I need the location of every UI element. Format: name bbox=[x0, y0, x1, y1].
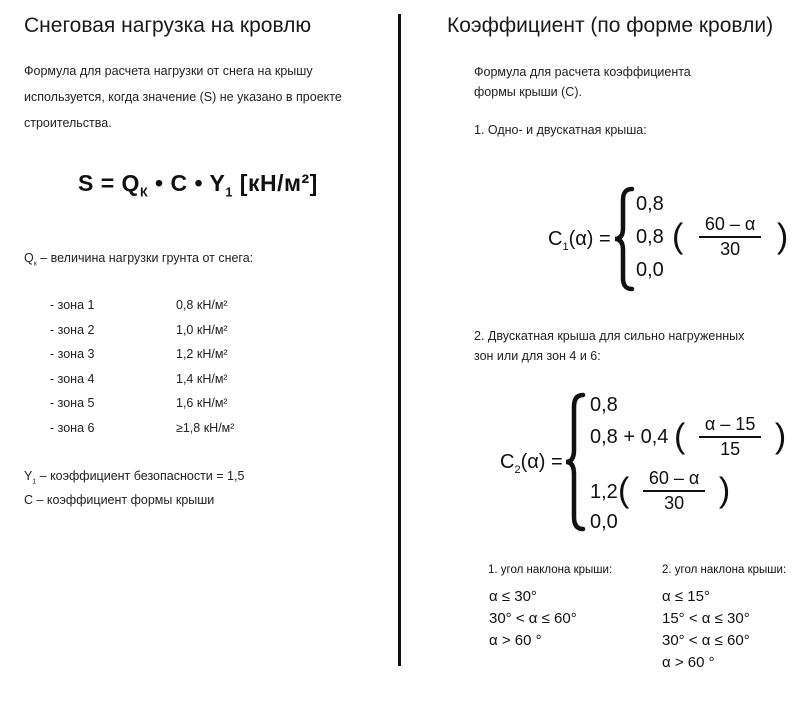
formula-unit: [кН/м²] bbox=[232, 170, 318, 196]
zone-name: - зона 1 bbox=[50, 298, 95, 312]
c2-line-3: 1,2 bbox=[590, 481, 618, 503]
c2-line-4: 0,0 bbox=[590, 511, 618, 533]
c2-lhs-rest: (α) = bbox=[520, 451, 563, 473]
angles1-item: α > 60 ° bbox=[489, 632, 542, 649]
c1-line-1: 0,8 bbox=[636, 193, 664, 215]
zone-row-3 bbox=[50, 347, 234, 372]
angles2-list bbox=[662, 586, 750, 674]
angles2-heading: 2. угол наклона крыши: bbox=[662, 564, 787, 576]
c1-fraction-numerator: 60 – α bbox=[699, 214, 761, 238]
qk-text: – величина нагрузки грунта от снега: bbox=[36, 251, 254, 265]
c-definition: C – коэффициент формы крыши bbox=[24, 493, 215, 507]
case2-heading-line-1: 2. Двускатная крыша для сильно нагруженных bbox=[474, 329, 745, 343]
angles2-item: α ≤ 15° bbox=[662, 588, 710, 605]
c1-brace-icon bbox=[612, 186, 636, 292]
angles2-item: 15° < α ≤ 30° bbox=[662, 610, 750, 627]
qk-sub: к bbox=[33, 260, 37, 268]
right-intro-line-1: Формула для расчета коэффициента bbox=[474, 65, 691, 79]
left-intro bbox=[24, 58, 342, 136]
zone-name: - зона 6 bbox=[50, 420, 95, 435]
case2-heading bbox=[474, 326, 744, 366]
c2-fraction-2-denominator: 30 bbox=[664, 493, 685, 513]
right-title: Коэффициент (по форме кровли) bbox=[447, 14, 774, 37]
c1-lhs bbox=[548, 228, 611, 253]
c1-line-2: 0,8 bbox=[636, 226, 664, 248]
formula-lhs: S = Q bbox=[78, 170, 140, 196]
c2-fraction-1-denominator: 15 bbox=[720, 439, 741, 459]
zone-row-1 bbox=[50, 298, 234, 323]
c2-fraction-1-numerator: α – 15 bbox=[699, 414, 761, 438]
angles2-item: α > 60 ° bbox=[662, 654, 715, 671]
y1-label: Y bbox=[24, 469, 33, 483]
zone-row-2 bbox=[50, 323, 234, 348]
case2-heading-line-2: зон или для зон 4 и 6: bbox=[474, 349, 601, 363]
zone-list bbox=[50, 298, 234, 445]
formula-sub-1: 1 bbox=[225, 185, 233, 200]
zone-row-6 bbox=[50, 421, 234, 446]
zone-value: 1,2 кН/м² bbox=[176, 347, 228, 361]
c2-brace-icon bbox=[563, 392, 587, 532]
zone-name: - зона 5 bbox=[50, 396, 95, 410]
c2-line-2: 0,8 + 0,4 bbox=[590, 426, 669, 448]
zone-value: ≥1,8 кН/м² bbox=[176, 420, 235, 435]
left-intro-line-1: Формула для расчета нагрузки от снега на крышу bbox=[24, 64, 313, 78]
y1-sub: 1 bbox=[32, 478, 37, 486]
open-paren-icon: ( bbox=[672, 217, 684, 256]
zone-row-5 bbox=[50, 396, 234, 421]
c2-fraction-2 bbox=[643, 468, 705, 514]
c1-lhs-c: C bbox=[548, 228, 563, 250]
c1-lhs-rest: (α) = bbox=[568, 228, 611, 250]
zone-name: - зона 4 bbox=[50, 371, 95, 386]
angles1-item: 30° < α ≤ 60° bbox=[489, 610, 577, 627]
c2-lhs-sub: 2 bbox=[514, 464, 521, 476]
zone-value: 1,4 кН/м² bbox=[176, 371, 228, 386]
column-divider bbox=[398, 14, 401, 666]
c1-fraction bbox=[699, 214, 761, 260]
y1-text: – коэффициент безопасности = 1,5 bbox=[36, 469, 245, 483]
qk-label: Q bbox=[24, 251, 34, 265]
angles1-item: α ≤ 30° bbox=[489, 588, 537, 605]
angles2-item: 30° < α ≤ 60° bbox=[662, 632, 750, 649]
c1-fraction-group bbox=[672, 214, 788, 260]
case1-heading: 1. Одно- и двускатная крыша: bbox=[474, 123, 647, 137]
c2-fraction1-group bbox=[674, 414, 786, 460]
c1-line-3: 0,0 bbox=[636, 259, 664, 281]
snow-load-formula bbox=[78, 170, 318, 200]
zone-row-4 bbox=[50, 372, 234, 397]
qk-definition bbox=[24, 245, 253, 278]
zone-value: 1,6 кН/м² bbox=[176, 396, 228, 410]
left-intro-line-2: используется, когда значение (S) не указано в проекте bbox=[24, 90, 342, 104]
open-paren-icon: ( bbox=[674, 417, 686, 456]
left-intro-line-3: строительства. bbox=[24, 116, 112, 130]
angles1-heading: 1. угол наклона крыши: bbox=[488, 564, 613, 576]
zone-name: - зона 3 bbox=[50, 347, 95, 361]
zone-name: - зона 2 bbox=[50, 322, 95, 337]
open-paren-icon: ( bbox=[618, 471, 630, 510]
formula-sub-k: К bbox=[139, 185, 149, 200]
close-paren-icon: ) bbox=[718, 471, 731, 510]
c1-fraction-denominator: 30 bbox=[720, 239, 741, 259]
c2-fraction-1 bbox=[699, 414, 761, 460]
c2-fraction2-group bbox=[618, 468, 730, 514]
right-intro bbox=[474, 62, 691, 102]
formula-c: • C • Y bbox=[148, 170, 226, 196]
c2-lhs-c: C bbox=[500, 451, 515, 473]
close-paren-icon: ) bbox=[774, 417, 787, 456]
c2-line-1: 0,8 bbox=[590, 394, 618, 416]
right-intro-line-2: формы крыши (C). bbox=[474, 85, 582, 99]
zone-value: 0,8 кН/м² bbox=[176, 298, 228, 312]
c2-fraction-2-numerator: 60 – α bbox=[643, 468, 705, 492]
close-paren-icon: ) bbox=[776, 217, 789, 256]
angles1-list bbox=[489, 586, 577, 652]
c2-lhs bbox=[500, 451, 563, 476]
left-title: Снеговая нагрузка на кровлю bbox=[24, 14, 312, 37]
c1-lhs-sub: 1 bbox=[562, 241, 569, 253]
zone-value: 1,0 кН/м² bbox=[176, 322, 228, 337]
